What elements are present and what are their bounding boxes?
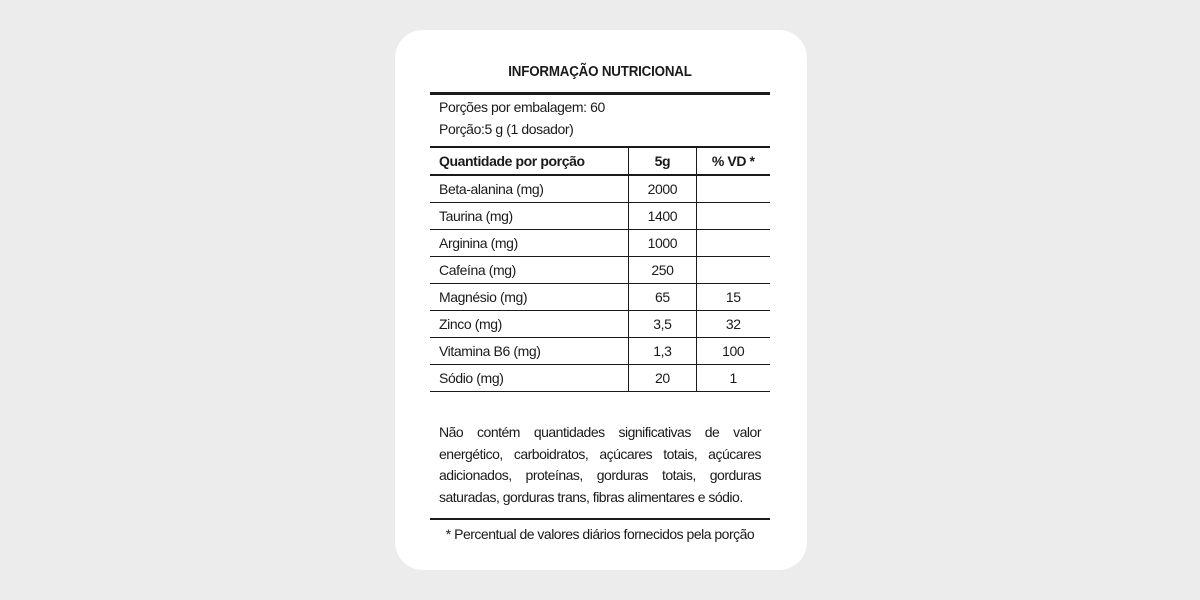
nutrient-name: Magnésio (mg) <box>430 284 629 311</box>
serving-size: Porção:5 g (1 dosador) <box>439 121 574 137</box>
disclaimer-note: Não contém quantidades significativas de valor energético, carboidratos, açúcares totais, açúcares adicionados, proteínas, gorduras totais, gorduras saturadas, gorduras trans, fibras alimentares e sódio. <box>439 424 761 505</box>
nutrient-dv: 15 <box>696 284 770 311</box>
nutrient-dv <box>696 175 770 203</box>
header-quantity: Quantidade por porção <box>430 147 629 175</box>
nutrient-amount: 250 <box>629 257 696 284</box>
nutrient-dv <box>696 257 770 284</box>
table-row <box>430 257 770 284</box>
nutrient-name: Taurina (mg) <box>430 203 629 230</box>
nutrient-name: Vitamina B6 (mg) <box>430 338 629 365</box>
nutrient-amount: 65 <box>629 284 696 311</box>
table-header-row <box>430 147 770 175</box>
nutrient-name: Arginina (mg) <box>430 230 629 257</box>
table-row <box>430 284 770 311</box>
nutrition-facts-panel <box>430 50 770 560</box>
footnote-divider <box>430 518 770 520</box>
nutrient-amount: 3,5 <box>629 311 696 338</box>
nutrient-dv: 100 <box>696 338 770 365</box>
table-row <box>430 203 770 230</box>
nutrient-dv: 1 <box>696 365 770 392</box>
nutrient-dv <box>696 203 770 230</box>
table-row <box>430 311 770 338</box>
table-row <box>430 230 770 257</box>
label-title: INFORMAÇÃO NUTRICIONAL <box>508 64 692 80</box>
servings-per-package: Porções por embalagem: 60 <box>439 99 605 115</box>
table-row <box>430 338 770 365</box>
table-row <box>430 365 770 392</box>
nutrient-name: Beta-alanina (mg) <box>430 175 629 203</box>
nutrient-amount: 1,3 <box>629 338 696 365</box>
nutrient-dv: 32 <box>696 311 770 338</box>
title-divider <box>430 92 770 95</box>
nutrient-amount: 20 <box>629 365 696 392</box>
nutrient-name: Zinco (mg) <box>430 311 629 338</box>
nutrient-amount: 2000 <box>629 175 696 203</box>
nutrient-amount: 1000 <box>629 230 696 257</box>
nutrient-name: Sódio (mg) <box>430 365 629 392</box>
nutrient-name: Cafeína (mg) <box>430 257 629 284</box>
nutrient-dv <box>696 230 770 257</box>
nutrition-table <box>430 146 770 392</box>
daily-value-footnote: * Percentual de valores diários fornecidos pela porção <box>445 526 755 542</box>
header-daily-value: % VD * <box>696 147 770 175</box>
header-amount: 5g <box>629 147 696 175</box>
nutrient-amount: 1400 <box>629 203 696 230</box>
table-row <box>430 175 770 203</box>
